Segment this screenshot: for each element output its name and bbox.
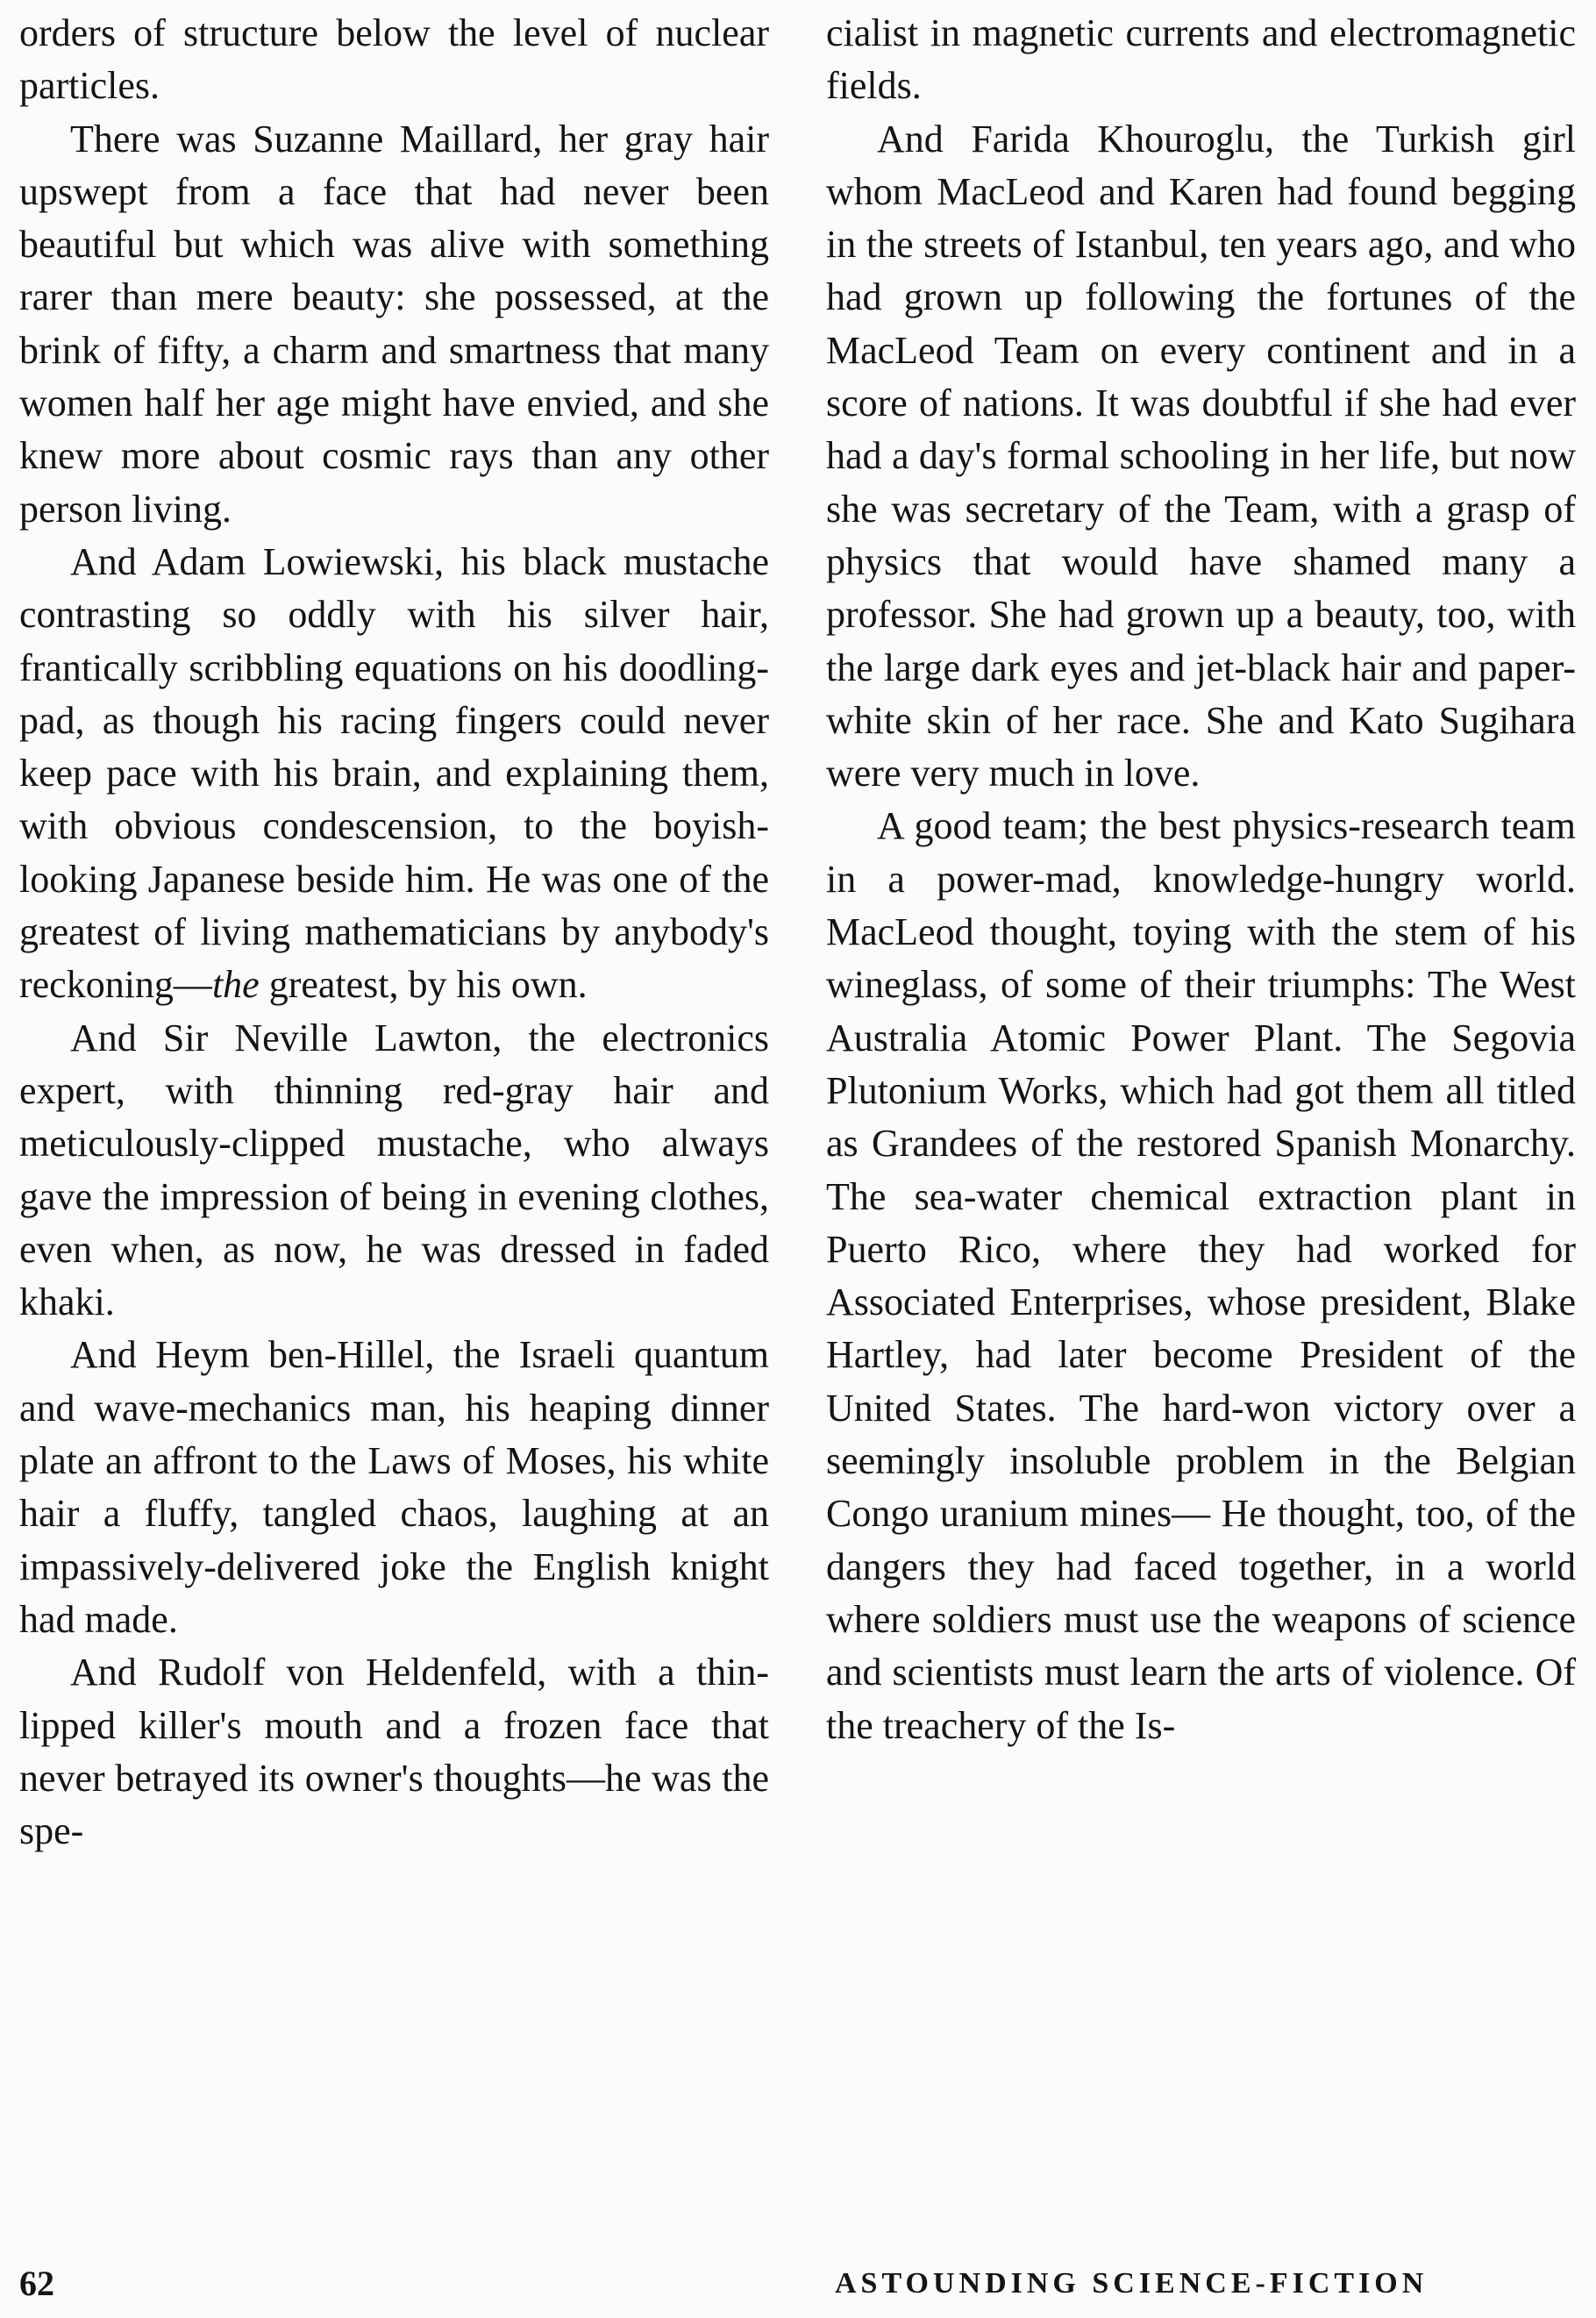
left-column: [19, 7, 769, 1858]
paragraph: And Sir Neville Lawton, the electronics expert, with thinning red-gray hair and meticulously-clipped mustache, who always gave the impression of being in evening clothes, even when, as now, he was dressed in faded khaki.: [19, 1016, 769, 1324]
paragraph: A good team; the best physics-research team in a power-mad, knowledge-hungry world. MacLeod thought, toying with the stem of his wineglass, of some of their triumphs: The West Australia Atomic Power Plant. The Segovia Plutonium Works, which had got them all titled as Grandees of the restored Spanish Monarchy. The sea-water chemical extraction plant in Puerto Rico, where they had worked for Associated Enterprises, whose president, Blake Hartley, had later become President of the United States. The hard-won victory over a seemingly insoluble problem in the Belgian Congo uranium mines— He thought, too, of the dangers they had faced together, in a world where soldiers must use the weapons of science and scientists must learn the arts of violence. Of the treachery of the Is-: [826, 804, 1576, 1747]
paragraph: [19, 536, 769, 1012]
italic-emphasis: the: [211, 963, 260, 1007]
right-column: [826, 7, 1576, 1752]
paragraph-text-end: greatest, by his own.: [259, 963, 588, 1007]
paragraph: There was Suzanne Maillard, her gray hair upswept from a face that had never been beautiful but which was alive with something rarer than mere beauty: she possessed, at the brink of fifty, a charm and smartness that many women half her age might have envied, and she knew more about cosmic rays than any other person living.: [19, 117, 769, 531]
paragraph: And Heym ben-Hillel, the Israeli quantum and wave-mechanics man, his heaping dinner plate an affront to the Laws of Moses, his white hair a fluffy, tangled chaos, laughing at an impassively-delivered joke the English knight had made.: [19, 1333, 769, 1641]
paragraph: And Farida Khouroglu, the Turkish girl whom MacLeod and Karen had found begging in the streets of Istanbul, ten years ago, and who had grown up following the fortunes of the MacLeod Team on every continent and in a score of nations. It was doubtful if she had ever had a day's formal schooling in her life, but now she was secretary of the Team, with a grasp of physics that would have shamed many a professor. She had grown up a beauty, too, with the large dark eyes and jet-black hair and paper-white skin of her race. She and Kato Sugihara were very much in love.: [826, 117, 1576, 795]
page-number: 62: [19, 2264, 54, 2303]
paragraph: cialist in magnetic currents and electromagnetic fields.: [826, 11, 1576, 108]
paragraph: And Rudolf von Heldenfeld, with a thin-lipped killer's mouth and a frozen face that never betrayed its owner's thoughts—he was the spe-: [19, 1651, 769, 1853]
paragraph: orders of structure below the level of nuclear particles.: [19, 11, 769, 108]
running-footer-title: ASTOUNDING SCIENCE-FICTION: [835, 2267, 1429, 2300]
paragraph-text: And Adam Lowiewski, his black mustache contrasting so oddly with his silver hair, frantically scribbling equations on his doodling-pad, as though his racing fingers could never keep pace with his brain, and explaining them, with obvious condescension, to the boyish-looking Japanese beside him. He was one of the greatest of living mathematicians by anybody's reckoning—: [19, 539, 769, 1007]
